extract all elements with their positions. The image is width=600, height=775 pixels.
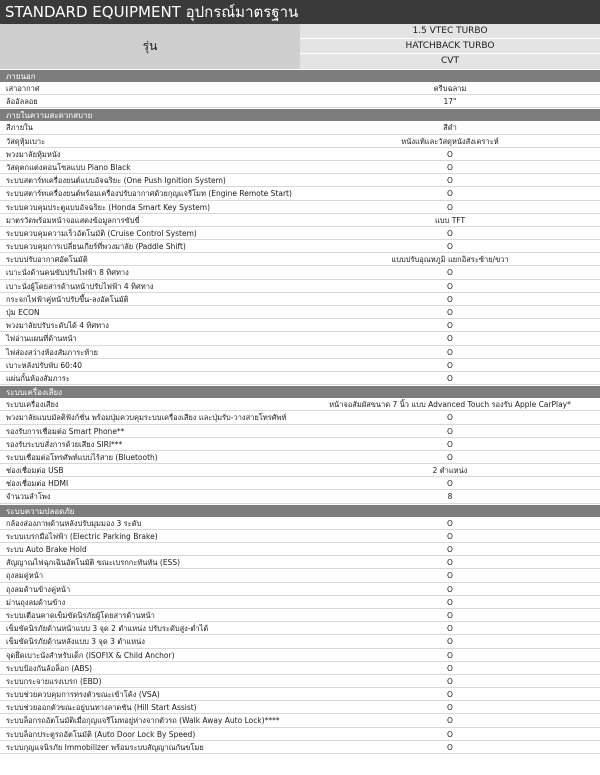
table-row <box>0 319 600 332</box>
table-row <box>0 675 600 688</box>
feature-value: O <box>447 228 453 238</box>
feature-value: แบบ TFT <box>434 215 466 225</box>
table-row <box>0 332 600 345</box>
feature-label: กระจกไฟฟ้าคู่หน้าปรับขึ้น-ลงอัตโนมัติ <box>6 294 129 304</box>
feature-value: O <box>447 637 453 647</box>
feature-value: O <box>447 518 453 528</box>
feature-label: ไฟอ่านแผนที่ด้านหน้า <box>6 334 77 344</box>
feature-value: O <box>447 334 453 344</box>
table-row <box>0 201 600 214</box>
feature-label: ช่องเชื่อมต่อ HDMI <box>6 479 69 489</box>
feature-value: O <box>447 189 453 199</box>
variant-body: HATCHBACK TURBO <box>300 39 600 54</box>
table-row <box>0 174 600 187</box>
feature-value: O <box>447 452 453 462</box>
table-row <box>0 662 600 675</box>
feature-value: O <box>447 321 453 331</box>
feature-value: หนังแท้และวัสดุหนังสังเคราะห์ <box>401 136 499 146</box>
feature-label: ระบบช่วยออกตัวขณะอยู่บนทางลาดชัน (Hill Start Assist) <box>6 703 197 713</box>
table-row <box>0 240 600 253</box>
feature-value: O <box>447 439 453 449</box>
feature-label: จำนวนลำโพง <box>6 492 51 502</box>
feature-label: เข็มขัดนิรภัยด้านหน้าแบบ 3 จุด 2 ตำแหน่ง ปรับระดับสูง-ต่ำได้ <box>6 624 209 634</box>
feature-label: แผ่นกั้นห้องสัมภาระ <box>6 373 70 383</box>
feature-value: O <box>447 242 453 252</box>
feature-value: O <box>447 545 453 554</box>
feature-value: O <box>447 690 453 700</box>
feature-label: จุดยึดเบาะนั่งสำหรับเด็ก (ISOFIX & Child Anchor) <box>6 650 175 660</box>
feature-label: พวงมาลัยหุ้มหนัง <box>6 149 61 159</box>
table-row <box>0 227 600 240</box>
feature-label: ระบบควบคุมการเปลี่ยนเกียร์ที่พวงมาลัย (Paddle Shift) <box>6 242 186 252</box>
feature-label: ระบบเบรกมือไฟฟ้า (Electric Parking Brake) <box>6 531 158 541</box>
spec-table <box>0 69 600 754</box>
table-row <box>0 556 600 569</box>
table-row <box>0 95 600 108</box>
feature-label: พวงมาลัยแบบมัลติฟังก์ชั่น พร้อมปุ่มควบคุมระบบเครื่องเสียง และปุ่มรับ-วางสายโทรศัพท์ <box>6 413 287 423</box>
table-row <box>0 82 600 95</box>
feature-value: O <box>447 558 453 568</box>
feature-label: ระบบเตือนคาดเข็มขัดนิรภัยผู้โดยสารด้านหน้า <box>6 610 155 620</box>
feature-value: O <box>447 597 453 607</box>
table-row <box>0 741 600 754</box>
feature-value: O <box>447 149 453 159</box>
feature-value: O <box>447 347 453 357</box>
feature-label: เบาะนั่งผู้โดยสารด้านหน้าปรับไฟฟ้า 4 ทิศทาง <box>6 281 154 291</box>
feature-value: O <box>447 584 453 594</box>
feature-value: แบบปรับอุณหภูมิ แยกอิสระซ้าย/ขวา <box>391 255 509 265</box>
feature-value: O <box>447 202 453 212</box>
feature-value: 17" <box>443 97 457 107</box>
table-row <box>0 346 600 359</box>
feature-label: ระบบล็อกรถอัตโนมัติเมื่อกุญแจรีโมทอยู่ห่างจากตัวรถ (Walk Away Auto Lock)**** <box>6 716 280 726</box>
feature-value: O <box>447 716 453 726</box>
feature-label: รองรับการเชื่อมต่อ Smart Phone** <box>6 426 125 436</box>
feature-label: ระบบเครื่องเสียง <box>6 400 59 410</box>
feature-label: ช่องเชื่อมต่อ USB <box>6 466 64 476</box>
table-row <box>0 517 600 530</box>
table-row <box>0 398 600 411</box>
section-header: ภายนอก <box>0 69 600 82</box>
feature-value: หน้าจอสัมผัสขนาด 7 นิ้ว แบบ Advanced Touch รองรับ Apple CarPlay* <box>329 400 571 410</box>
feature-value: O <box>447 663 453 673</box>
feature-label: เบาะหลังปรับพับ 60:40 <box>6 360 83 370</box>
section-header: ระบบเครื่องเสียง <box>0 385 600 398</box>
feature-label: ระบบล็อกประตูรถอัตโนมัติ (Auto Door Lock By Speed) <box>6 729 196 739</box>
feature-label: ม่านถุงลมด้านข้าง <box>6 597 66 607</box>
table-row <box>0 622 600 635</box>
table-row <box>0 530 600 543</box>
table-row <box>0 490 600 503</box>
feature-label: ระบบกระจายแรงเบรก (EBD) <box>6 676 102 686</box>
feature-value: O <box>447 413 453 423</box>
variant-engine: 1.5 VTEC TURBO <box>300 24 600 39</box>
feature-value: O <box>447 729 453 739</box>
feature-value: O <box>447 624 453 634</box>
table-header <box>0 24 600 69</box>
table-row <box>0 714 600 727</box>
feature-label: ระบบสตาร์ทเครื่องยนต์พร้อมเครื่องปรับอากาศด้วยกุญแจรีโมท (Engine Remote Start) <box>6 189 292 199</box>
table-row <box>0 569 600 582</box>
table-row <box>0 148 600 161</box>
table-row <box>0 649 600 662</box>
table-row <box>0 280 600 293</box>
feature-label: ระบบกุญแจนิรภัย Immobilizer พร้อมระบบสัญญาณกันขโมย <box>6 742 204 752</box>
section-header: ระบบความปลอดภัย <box>0 504 600 517</box>
feature-label: ระบบ Auto Brake Hold <box>6 545 87 554</box>
feature-label: ระบบสตาร์ทเครื่องยนต์แบบอัจฉริยะ (One Push Ignition System) <box>6 176 226 186</box>
table-row <box>0 596 600 609</box>
feature-value: ครีบฉลาม <box>433 84 467 93</box>
feature-value: 8 <box>447 492 453 502</box>
feature-value: O <box>447 479 453 489</box>
feature-label: ระบบช่วยควบคุมการทรงตัวขณะเข้าโค้ง (VSA) <box>6 690 160 700</box>
table-row <box>0 451 600 464</box>
table-row <box>0 543 600 556</box>
feature-label: ระบบปรับอากาศอัตโนมัติ <box>6 255 88 265</box>
table-row <box>0 425 600 438</box>
feature-label: เสาอากาศ <box>6 84 40 93</box>
table-row <box>0 306 600 319</box>
feature-value: O <box>447 742 453 752</box>
feature-label: ปุ่ม ECON <box>6 308 40 317</box>
table-row <box>0 728 600 741</box>
feature-label: วัสดุตกแต่งคอนโซลแบบ Piano Black <box>6 162 131 172</box>
feature-value: O <box>447 268 453 278</box>
feature-value: O <box>447 176 453 186</box>
model-label: รุ่น <box>0 24 300 69</box>
feature-label: พวงมาลัยปรับระดับได้ 4 ทิศทาง <box>6 321 109 331</box>
feature-value: O <box>447 531 453 541</box>
feature-label: ถุงลมด้านข้างคู่หน้า <box>6 584 71 594</box>
feature-label: เบาะนั่งด้านคนขับปรับไฟฟ้า 8 ทิศทาง <box>6 268 129 278</box>
feature-label: เข็มขัดนิรภัยด้านหลังแบบ 3 จุด 3 ตำแหน่ง <box>6 637 145 647</box>
feature-label: ถุงลมคู่หน้า <box>6 571 44 581</box>
feature-label: สีภายใน <box>6 123 33 133</box>
variant-header <box>300 24 600 69</box>
table-row <box>0 187 600 200</box>
table-row <box>0 266 600 279</box>
feature-label: รองรับระบบสั่งการด้วยเสียง SIRI*** <box>6 439 123 449</box>
feature-value: O <box>447 373 453 383</box>
table-row <box>0 688 600 701</box>
table-row <box>0 293 600 306</box>
section-header: ภายในความสะดวกสบาย <box>0 108 600 121</box>
variant-transmission: CVT <box>300 54 600 69</box>
feature-value: O <box>447 571 453 581</box>
table-row <box>0 135 600 148</box>
feature-value: O <box>447 294 453 304</box>
table-row <box>0 121 600 134</box>
table-row <box>0 359 600 372</box>
page-title: STANDARD EQUIPMENT อุปกรณ์มาตรฐาน <box>0 0 600 24</box>
feature-value: O <box>447 426 453 436</box>
feature-label: ไฟส่องสว่างห้องสัมภาระท้าย <box>6 347 98 357</box>
table-row <box>0 635 600 648</box>
feature-value: สีดำ <box>443 123 457 133</box>
feature-value: O <box>447 162 453 172</box>
feature-value: O <box>447 360 453 370</box>
table-row <box>0 477 600 490</box>
feature-value: 2 ตำแหน่ง <box>432 466 468 476</box>
feature-value: O <box>447 308 453 317</box>
feature-label: ระบบควบคุมความเร็วอัตโนมัติ (Cruise Control System) <box>6 228 197 238</box>
feature-value: O <box>447 676 453 686</box>
table-row <box>0 609 600 622</box>
feature-label: มาตรวัดพร้อมหน้าจอแสดงข้อมูลการขับขี่ <box>6 215 140 225</box>
feature-label: สัญญาณไฟฉุกเฉินอัตโนมัติ ขณะเบรกกะทันหัน (ESS) <box>6 558 181 568</box>
feature-label: วัสดุหุ้มเบาะ <box>6 136 46 146</box>
feature-label: ระบบป้องกันล้อล็อก (ABS) <box>6 663 93 673</box>
table-row <box>0 464 600 477</box>
table-row <box>0 438 600 451</box>
table-row <box>0 161 600 174</box>
feature-value: O <box>447 281 453 291</box>
table-row <box>0 583 600 596</box>
feature-value: O <box>447 650 453 660</box>
feature-label: ล้ออัลลอย <box>6 97 38 107</box>
table-row <box>0 701 600 714</box>
table-row <box>0 253 600 266</box>
feature-label: ระบบควบคุมประตูแบบอัจฉริยะ (Honda Smart Key System) <box>6 202 211 212</box>
table-row <box>0 372 600 385</box>
feature-value: O <box>447 610 453 620</box>
table-row <box>0 411 600 424</box>
table-row <box>0 214 600 227</box>
feature-value: O <box>447 703 453 713</box>
feature-label: ระบบเชื่อมต่อโทรศัพท์แบบไร้สาย (Bluetooth) <box>6 452 158 462</box>
feature-label: กล้องส่องภาพด้านหลังปรับมุมมอง 3 ระดับ <box>6 518 142 528</box>
